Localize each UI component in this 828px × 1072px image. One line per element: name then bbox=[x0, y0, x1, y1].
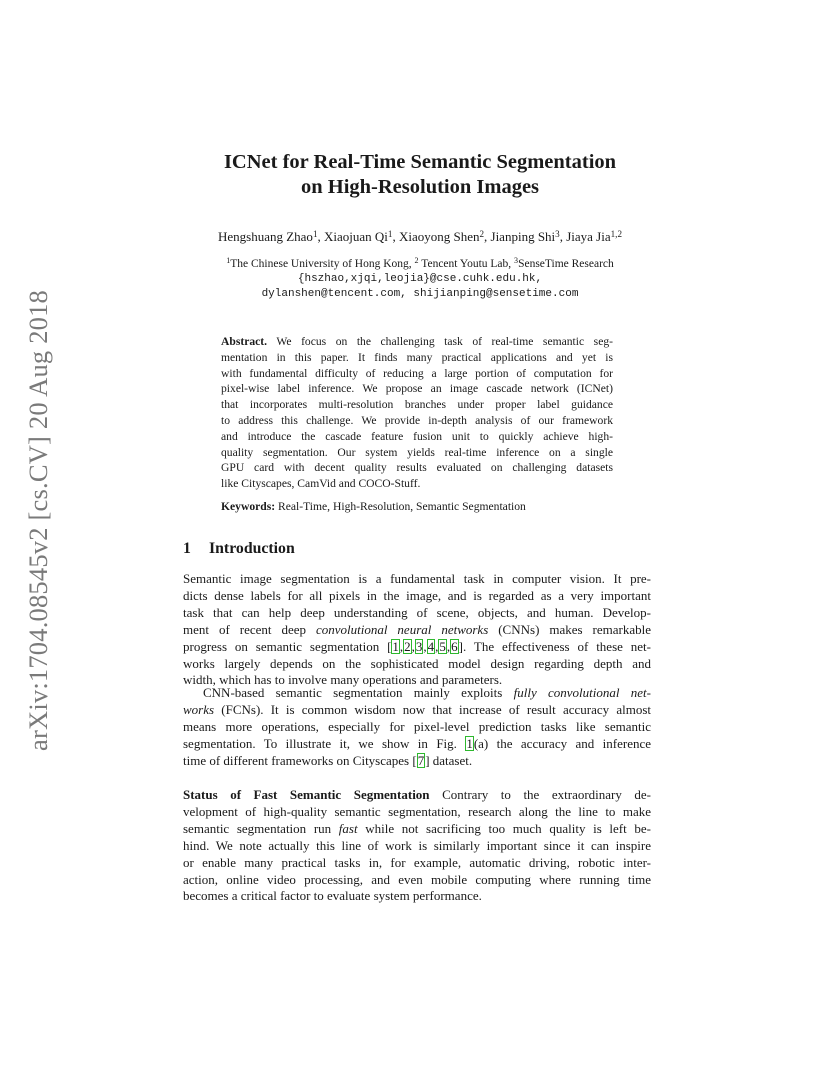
author-name: Jiaya Jia bbox=[566, 229, 611, 244]
paper-title bbox=[150, 150, 690, 200]
paragraph-line: velopment of high-quality semantic segmentation, research along the line to make bbox=[183, 803, 651, 819]
keywords-label: Keywords: bbox=[221, 500, 276, 513]
author-affiliation-mark: 2 bbox=[479, 228, 485, 239]
keywords-text: Real-Time, High-Resolution, Semantic Segmentation bbox=[275, 500, 526, 513]
paragraph-line bbox=[183, 702, 651, 719]
author-name: Xiaoyong Shen bbox=[398, 229, 480, 244]
paragraph-line bbox=[183, 821, 651, 838]
affiliation-mark: 2 bbox=[414, 256, 419, 266]
text-run: (a) the accuracy and inference bbox=[473, 735, 652, 751]
author-list: Hengshuang Zhao$^1$, Xiaojuan Qi$^1$, Xiaoyong Shen$^2$, Jianping Shi$^3$, Jiaya Jia$^{1,2}$ bbox=[217, 228, 622, 244]
affiliations bbox=[150, 257, 690, 302]
paragraph-line: Semantic image segmentation is a fundamental task in computer vision. It pre- bbox=[183, 571, 651, 586]
abstract-label: Abstract. bbox=[221, 335, 268, 348]
citation-link[interactable]: 1 bbox=[392, 638, 399, 654]
arxiv-identifier bbox=[16, 282, 60, 758]
arxiv-identifier-text: arXiv:1704.08545v2 [cs.CV] 20 Aug 2018 bbox=[22, 289, 53, 751]
paragraph-line bbox=[183, 622, 651, 639]
email-line-1: {hszhao,xjqi,leojia}@cse.cuhk.edu.hk, bbox=[297, 273, 543, 285]
abstract-text: We focus on the challenging task of real-time semantic seg- bbox=[267, 335, 613, 348]
abstract-line: mentation in this paper. It finds many practical applications and yet is bbox=[221, 350, 613, 364]
emphasis-text: convolutional neural networks bbox=[315, 621, 489, 637]
abstract-line: like Cityscapes, CamVid and COCO-Stuff. bbox=[221, 477, 421, 491]
abstract bbox=[221, 334, 613, 492]
paragraph-heading: Status of Fast Semantic Segmentation bbox=[183, 787, 430, 802]
text-run: semantic segmentation run bbox=[183, 820, 339, 836]
text-run: time of different frameworks on Cityscapes [ bbox=[183, 752, 417, 768]
citation-link[interactable]: 6 bbox=[451, 638, 458, 654]
abstract-line: GPU card with decent quality results evaluated on challenging datasets bbox=[221, 461, 613, 475]
paragraph-line: becomes a critical factor to evaluate system performance. bbox=[183, 888, 482, 904]
abstract-line: and introduce the cascade feature fusion unit to quickly achieve high- bbox=[221, 429, 613, 443]
author-affiliation-mark: 1 bbox=[312, 228, 318, 239]
fast-segmentation-paragraph bbox=[183, 787, 651, 905]
paragraph-line: action, online video processing, and even mobile computing where running time bbox=[183, 871, 651, 887]
figure-reference-link[interactable]: 1 bbox=[466, 735, 473, 751]
author-name: Jianping Shi bbox=[490, 229, 556, 244]
intro-paragraph-1 bbox=[183, 571, 651, 689]
text-run: (CNNs) makes remarkable bbox=[488, 621, 651, 637]
emphasis-text: works bbox=[183, 701, 215, 717]
email-line-2: dylanshen@tencent.com, shijianping@sensetime.com bbox=[261, 288, 579, 300]
paragraph-line bbox=[183, 753, 651, 770]
paragraph-line: task that can help deep understanding of scene, objects, and human. Develop- bbox=[183, 604, 651, 620]
abstract-line: to address this challenge. We provide in-depth analysis of our framework bbox=[221, 413, 613, 427]
affiliation-mark: 1 bbox=[226, 256, 231, 266]
author-name: Xiaojuan Qi bbox=[323, 229, 388, 244]
citation-link[interactable]: 3 bbox=[415, 638, 423, 654]
affiliation-sensetime: SenseTime Research bbox=[518, 258, 614, 270]
affiliation-cuhk: The Chinese University of Hong Kong, bbox=[230, 258, 412, 270]
author-affiliation-mark: 1 bbox=[387, 228, 393, 239]
abstract-line: with fundamental difficulty of reducing a large portion of computation for bbox=[221, 366, 613, 380]
text-run: Contrary to the extraordinary de- bbox=[429, 787, 652, 802]
author-affiliation-mark: 3 bbox=[555, 228, 560, 239]
keywords bbox=[221, 499, 613, 515]
affiliation-line bbox=[150, 257, 690, 272]
abstract-line: pixel-wise label inference. We propose an image cascade network (ICNet) bbox=[221, 382, 613, 396]
emphasis-text: fast bbox=[338, 820, 358, 836]
citation-link[interactable]: 7 bbox=[417, 752, 425, 768]
citation-link[interactable]: 5 bbox=[439, 638, 446, 654]
author-name: Hengshuang Zhao bbox=[217, 229, 313, 244]
paragraph-line bbox=[183, 685, 651, 702]
affiliation-tencent: Tencent Youtu Lab, bbox=[421, 258, 512, 270]
title-line-1: ICNet for Real-Time Semantic Segmentation bbox=[223, 151, 617, 173]
abstract-line: quality segmentation. Our system yields real-time inference on a single bbox=[221, 445, 613, 459]
title-line-2: on High-Resolution Images bbox=[300, 176, 540, 198]
text-run: while not sacrificing too much quality is left be- bbox=[357, 820, 651, 836]
text-run: (FCNs). It is common wisdom now that increase of result accuracy almost bbox=[214, 701, 651, 717]
affiliation-mark: 3 bbox=[514, 256, 519, 266]
paragraph-line: works largely depends on the sophisticated model design regarding depth and bbox=[183, 655, 651, 671]
intro-paragraph-2 bbox=[183, 685, 651, 770]
paragraph-line bbox=[183, 787, 651, 804]
text-run: ] dataset. bbox=[425, 752, 473, 768]
emphasis-text: fully convolutional net- bbox=[513, 685, 651, 700]
paragraph-line: or enable many practical tasks in, for example, automatic driving, robotic inter- bbox=[183, 854, 651, 870]
paragraph-line: means more operations, especially for pixel-level prediction tasks like semantic bbox=[183, 718, 651, 734]
abstract-line bbox=[221, 334, 613, 350]
paragraph-line: width, which has to involve many operations and parameters. bbox=[183, 672, 503, 688]
text-run: segmentation. To illustrate it, we show in Fig. bbox=[183, 735, 466, 751]
paragraph-line: hind. We note actually this line of work is similarly important since it can inspire bbox=[183, 837, 651, 853]
text-run: CNN-based semantic segmentation mainly exploits bbox=[203, 685, 514, 700]
section-heading-introduction bbox=[183, 539, 295, 559]
text-run: ]. The effectiveness of these net- bbox=[458, 638, 651, 654]
paragraph-line: dicts dense labels for all pixels in the image, and is regarded as a very important bbox=[183, 587, 651, 603]
text-run: ment of recent deep bbox=[183, 621, 316, 637]
author-affiliation-mark: 1,2 bbox=[610, 228, 622, 239]
citation-link[interactable]: 2 bbox=[404, 638, 411, 654]
abstract-line: that incorporates multi-resolution branches under proper label guidance bbox=[221, 398, 613, 412]
section-title: Introduction bbox=[209, 540, 295, 557]
section-number: 1 bbox=[183, 540, 191, 557]
paragraph-line: progress on semantic segmentation [1,2,3,4,5,6]. The effectiveness of these net- bbox=[183, 638, 651, 654]
paragraph-line bbox=[183, 736, 651, 753]
text-run: progress on semantic segmentation [ bbox=[183, 638, 392, 654]
citation-link[interactable]: 4 bbox=[427, 638, 435, 654]
